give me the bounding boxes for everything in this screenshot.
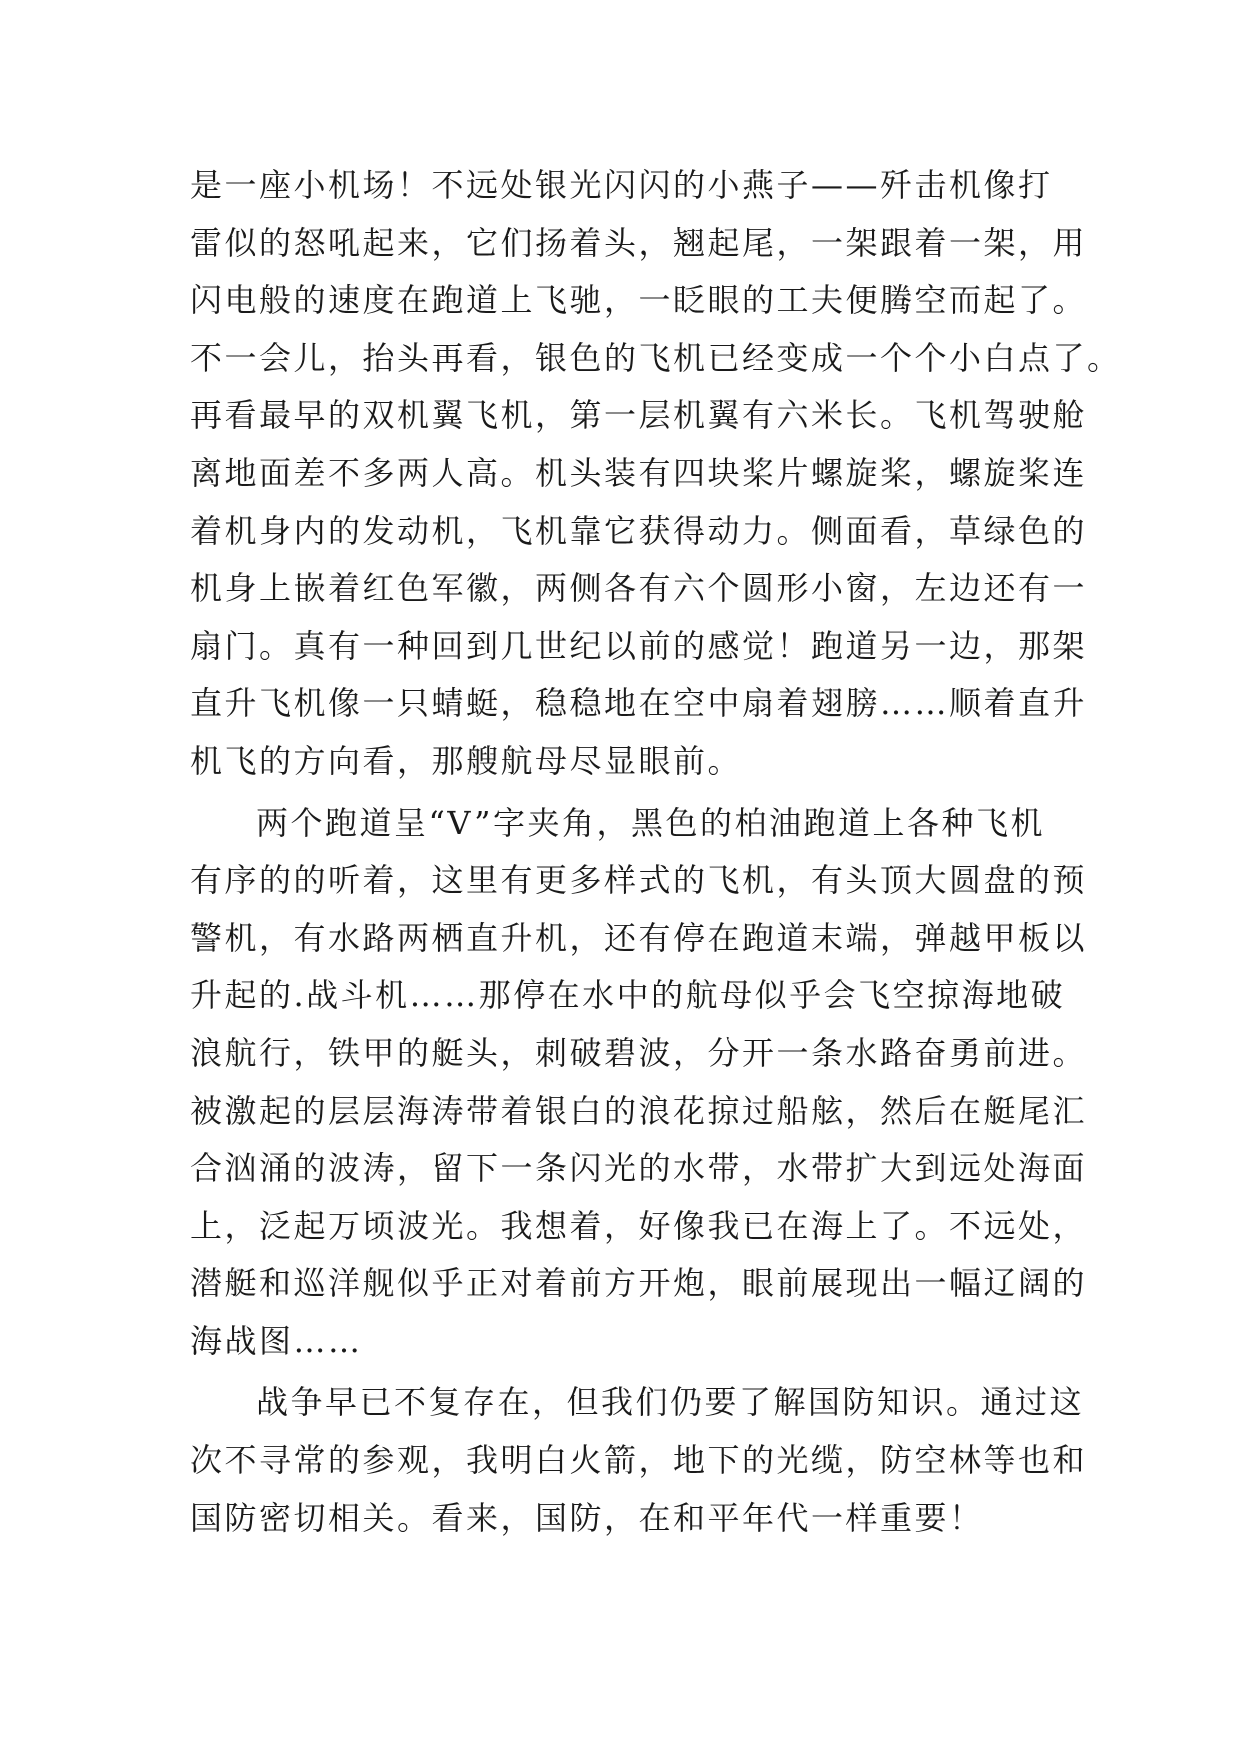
text-line: 有序的的听着，这里有更多样式的飞机，有头顶大圆盘的预: [190, 861, 1088, 900]
text-line: 警机，有水路两栖直升机，还有停在跑道末端，弹越甲板以: [190, 918, 1088, 957]
text-line: 升起的.战斗机……那停在水中的航母似乎会飞空掠海地破: [190, 976, 1066, 1015]
text-line: 再看最早的双机翼飞机，第一层机翼有六米长。飞机驾驶舱: [190, 396, 1088, 435]
text-line: 次不寻常的参观，我明白火箭，地下的光缆，防空林等也和: [190, 1441, 1088, 1480]
text-line: 潜艇和巡洋舰似乎正对着前方开炮，眼前展现出一幅辽阔的: [190, 1264, 1088, 1303]
text-line: 上，泛起万顷波光。我想着，好像我已在海上了。不远处，: [190, 1206, 1088, 1245]
paragraph-3: [190, 1374, 1088, 1547]
text-line: 闪电般的速度在跑道上飞驰，一眨眼的工夫便腾空而起了。: [190, 281, 1088, 320]
text-line: 直升飞机像一只蜻蜓，稳稳地在空中扇着翅膀……顺着直升: [190, 684, 1088, 723]
text-line: 离地面差不多两人高。机头装有四块桨片螺旋桨，螺旋桨连: [190, 453, 1088, 492]
text-line: 国防密切相关。看来，国防，在和平年代一样重要！: [190, 1498, 984, 1537]
text-line: 扇门。真有一种回到几世纪以前的感觉！跑道另一边，那架: [190, 626, 1088, 665]
text-line: 雷似的怒吼起来，它们扬着头，翘起尾，一架跟着一架，用: [190, 223, 1088, 262]
text-line: 是一座小机场！不远处银光闪闪的小燕子——歼击机像打: [190, 166, 1053, 204]
text-line: 机飞的方向看，那艘航母尽显眼前。: [190, 741, 743, 780]
paragraph-1: [190, 157, 1122, 791]
text-line: 海战图……: [190, 1321, 363, 1360]
text-line: 合汹涌的波涛，留下一条闪光的水带，水带扩大到远处海面: [190, 1149, 1088, 1188]
document-body: [190, 157, 1122, 1547]
paragraph-2: [190, 795, 1088, 1371]
text-line: 战争早已不复存在，但我们仍要了解国防知识。通过这: [256, 1383, 1085, 1422]
text-line: 机身上嵌着红色军徽，两侧各有六个圆形小窗，左边还有一: [190, 569, 1088, 608]
text-line: 不一会儿，抬头再看，银色的飞机已经变成一个个小白点了。: [190, 338, 1122, 377]
text-line: 被激起的层层海涛带着银白的浪花掠过船舷，然后在艇尾汇: [190, 1091, 1088, 1130]
text-line: 着机身内的发动机，飞机靠它获得动力。侧面看，草绿色的: [190, 511, 1088, 550]
text-line: 两个跑道呈“V”字夹角，黑色的柏油跑道上各种飞机: [256, 803, 1046, 842]
text-line: 浪航行，铁甲的艇头，刺破碧波，分开一条水路奋勇前进。: [190, 1033, 1088, 1072]
